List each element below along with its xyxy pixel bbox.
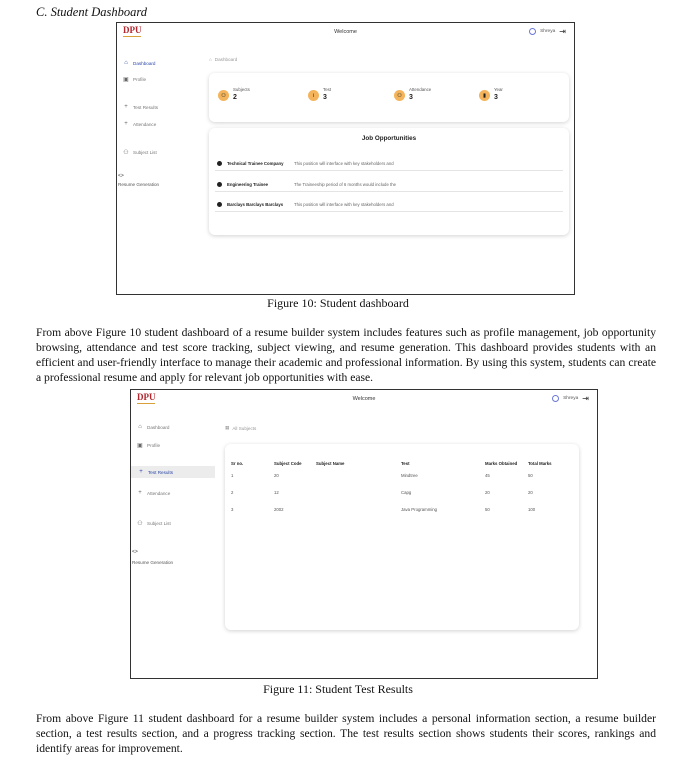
table-icon: ▦ (225, 425, 230, 430)
stat-value: 3 (494, 94, 498, 101)
cell-sr-no: 3 (231, 507, 234, 512)
logo[interactable]: DPU (123, 25, 142, 35)
cell-subject-code: 2002 (274, 507, 284, 512)
cell-subject-code: 20 (274, 473, 279, 478)
job-row[interactable] (215, 157, 563, 171)
sidebar-item-dashboard[interactable] (137, 424, 169, 430)
breadcrumb[interactable] (225, 425, 256, 431)
cell-subject-name (316, 490, 401, 507)
sidebar-item-test-results[interactable] (131, 466, 215, 478)
job-row[interactable] (215, 198, 563, 212)
stat-label: Subjects (233, 87, 250, 92)
cell-subject-code: 12 (274, 490, 279, 495)
sidebar-item-attendance[interactable] (123, 121, 156, 127)
paragraph-1: From above Figure 10 student dashboard of a resume builder system includes features such as profile management, job opportunity browsing, attendance and test score tracking, subject viewing, and resume generation. This dashboard provides students with an efficient and user-friendly interface to manage their academic and professional information. By using this system, students can create a professional resume and apply for relevant job opportunities with ease. (36, 326, 656, 384)
job-row[interactable] (215, 178, 563, 192)
cell-subject-name (316, 473, 401, 490)
sidebar-item-label: Subject List (147, 521, 171, 526)
user-name[interactable]: Shreya (540, 29, 556, 34)
sidebar-item-subject-list[interactable] (123, 149, 157, 156)
cell-marks-obtained: 50 (485, 507, 490, 512)
stat-label: Attendance (409, 87, 432, 92)
section-heading: C. Student Dashboard (36, 5, 147, 19)
plus-icon: + (138, 490, 142, 496)
breadcrumb-label: All Subjects (232, 425, 257, 431)
stat-subjects[interactable] (218, 87, 250, 101)
sidebar-item-attendance[interactable] (137, 490, 170, 496)
sidebar-item-label: Dashboard (147, 424, 170, 430)
table-header-row (231, 461, 568, 473)
user-menu[interactable] (552, 395, 589, 402)
figure-11-screenshot (130, 389, 598, 679)
top-bar (117, 23, 574, 45)
logout-icon[interactable]: ⇥ (559, 27, 566, 36)
header-title: Welcome (352, 396, 376, 402)
home-icon: ⌂ (209, 57, 212, 62)
breadcrumb[interactable] (209, 57, 237, 62)
figure-11-caption: Figure 11: Student Test Results (263, 682, 413, 696)
sidebar-item-label: Attendance (133, 121, 157, 127)
top-bar (131, 390, 597, 412)
sidebar-item-label: Subject List (133, 150, 157, 155)
job-opportunities-card (209, 128, 569, 235)
stats-card (209, 73, 569, 122)
sidebar-item-label: Test Results (133, 104, 159, 110)
column-header[interactable]: Test (401, 461, 410, 466)
figure-10-caption: Figure 10: Student dashboard (267, 296, 409, 310)
stat-test[interactable] (308, 87, 331, 101)
test-results-card (225, 444, 579, 630)
job-name[interactable]: Barclays Barclays Barclays (227, 202, 284, 207)
stat-label: Year (494, 87, 503, 92)
table-row[interactable] (231, 490, 568, 507)
cell-test: Capg (401, 490, 412, 495)
column-header[interactable]: Subject Name (316, 461, 345, 466)
test-results-table (231, 461, 568, 524)
cell-total-marks: 100 (528, 507, 536, 512)
header-title: Welcome (334, 29, 357, 35)
job-name[interactable]: Engineering Trainee (227, 182, 269, 187)
sidebar-item-label: Profile (133, 77, 147, 82)
sidebar (117, 45, 201, 294)
cell-marks-obtained: 45 (485, 473, 490, 478)
table-row[interactable] (231, 473, 568, 490)
info-icon: i (308, 90, 319, 101)
cell-total-marks: 20 (528, 490, 533, 495)
users-icon: ⚇ (137, 521, 143, 527)
users-icon: ⚇ (218, 90, 229, 101)
user-name[interactable]: Shreya (563, 396, 579, 401)
cell-subject-name (316, 507, 401, 524)
profile-icon: ▣ (123, 77, 129, 83)
code-icon[interactable]: <> (118, 173, 124, 179)
breadcrumb-label: Dashboard (214, 57, 238, 62)
paragraph-2: From above Figure 11 student dashboard for a resume builder system includes a personal information section, a resume builder section, a test results section, and a progress tracking section. The test results section shows students their scores, rankings and identify areas for improvement. (36, 712, 656, 755)
cell-sr-no: 1 (231, 473, 234, 478)
sidebar-item-test-results[interactable] (123, 104, 158, 110)
logo[interactable]: DPU (137, 392, 156, 402)
stat-value: 2 (233, 94, 237, 101)
cell-test: Java Programming (401, 507, 438, 512)
job-name[interactable]: Technical Trainee Company (227, 161, 284, 166)
sidebar-item-label: Test Results (148, 469, 174, 475)
cell-marks-obtained: 20 (485, 490, 490, 495)
bullet-icon (217, 182, 222, 187)
sidebar-item-subject-list[interactable] (137, 520, 171, 527)
sidebar-item-label: Attendance (147, 490, 171, 496)
sidebar-item-label: Profile (147, 443, 161, 448)
book-icon: ▮ (479, 90, 490, 101)
figure-10-screenshot (116, 22, 575, 295)
column-header[interactable]: Total Marks (528, 461, 552, 466)
stat-value: 3 (323, 94, 327, 101)
users-icon: ⚇ (123, 150, 129, 156)
stat-value: 3 (409, 94, 413, 101)
cell-total-marks: 50 (528, 473, 533, 478)
sidebar-item-dashboard[interactable] (123, 60, 155, 66)
logout-icon[interactable]: ⇥ (582, 394, 589, 403)
job-description: This position will interface with key stakeholders and (294, 202, 394, 207)
plus-icon: + (124, 104, 128, 110)
sidebar-item-profile[interactable] (137, 442, 160, 449)
bullet-icon (217, 202, 222, 207)
sidebar-item-resume-generation[interactable]: Resume Generation (132, 560, 174, 565)
user-menu[interactable] (529, 28, 566, 35)
table-row[interactable] (231, 507, 568, 524)
column-header[interactable]: Marks Obtained (485, 461, 518, 466)
column-header[interactable]: Sr no. (231, 461, 244, 466)
stat-year[interactable] (479, 87, 503, 101)
home-icon: ⌂ (138, 424, 142, 430)
stat-attendance[interactable] (394, 87, 431, 101)
jobs-title: Job Opportunities (361, 135, 417, 142)
avatar-icon[interactable] (529, 28, 536, 35)
sidebar-item-label: Dashboard (133, 60, 156, 66)
cell-sr-no: 2 (231, 490, 234, 495)
job-description: The Traineeship period of 6 months would include the (294, 182, 396, 187)
code-icon[interactable]: <> (132, 549, 138, 555)
home-icon: ⌂ (124, 60, 128, 66)
column-header[interactable]: Subject Code (274, 461, 302, 466)
sidebar-item-profile[interactable] (123, 76, 146, 83)
avatar-icon[interactable] (552, 395, 559, 402)
sidebar-item-resume-generation[interactable]: Resume Generation (118, 182, 160, 187)
cell-test: Mindtree (401, 473, 418, 478)
sidebar (131, 412, 215, 678)
profile-icon: ▣ (137, 443, 143, 449)
stat-label: Test (323, 87, 332, 92)
job-description: This position will interface with key stakeholders and (294, 161, 394, 166)
bullet-icon (217, 161, 222, 166)
plus-icon: + (139, 469, 143, 475)
users-icon: ⚇ (394, 90, 405, 101)
plus-icon: + (124, 121, 128, 127)
